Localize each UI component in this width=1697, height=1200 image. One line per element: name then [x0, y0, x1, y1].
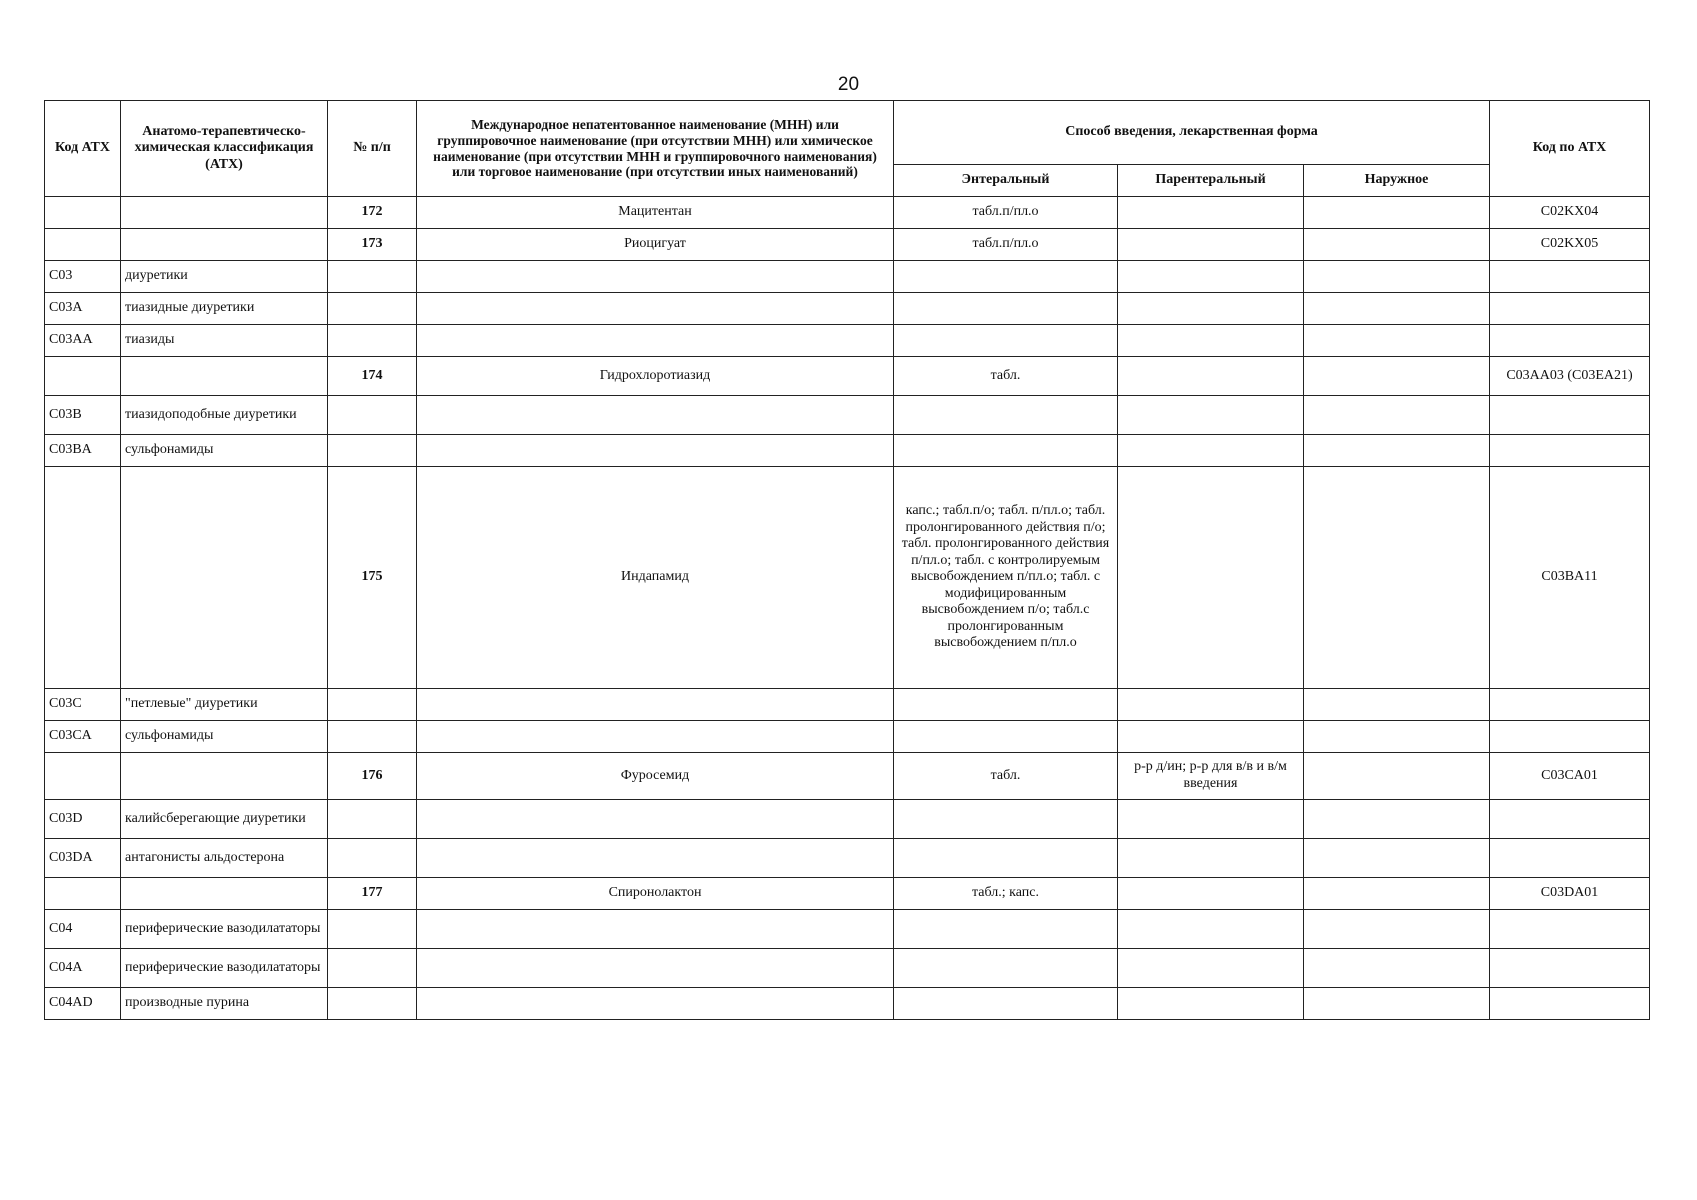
classification-cell: периферические вазодилататоры	[121, 910, 328, 949]
classification-cell: тиазидоподобные диуретики	[121, 396, 328, 435]
drug-name: Риоцигуат	[417, 229, 894, 261]
table-row	[45, 988, 1650, 1020]
atc-group-code	[45, 229, 121, 261]
row-number	[328, 396, 417, 435]
row-number: 172	[328, 197, 417, 229]
enteral-form: табл.п/пл.о	[894, 197, 1118, 229]
classification-cell: тиазиды	[121, 325, 328, 357]
external-form	[1304, 229, 1490, 261]
parenteral-form	[1118, 261, 1304, 293]
drug-name	[417, 910, 894, 949]
classification-cell: "петлевые" диуретики	[121, 689, 328, 721]
atc-code-cell	[1490, 396, 1650, 435]
atc-group-code: C03DA	[45, 839, 121, 878]
enteral-form	[894, 396, 1118, 435]
drug-name	[417, 689, 894, 721]
table-row	[45, 293, 1650, 325]
external-form	[1304, 261, 1490, 293]
parenteral-form	[1118, 910, 1304, 949]
row-number	[328, 261, 417, 293]
drug-name	[417, 949, 894, 988]
enteral-form: табл.	[894, 753, 1118, 800]
parenteral-form	[1118, 325, 1304, 357]
parenteral-form	[1118, 293, 1304, 325]
external-form	[1304, 949, 1490, 988]
row-number	[328, 910, 417, 949]
row-number	[328, 800, 417, 839]
row-number	[328, 689, 417, 721]
enteral-form	[894, 721, 1118, 753]
table-row	[45, 878, 1650, 910]
table-row	[45, 689, 1650, 721]
drug-name	[417, 721, 894, 753]
row-number: 176	[328, 753, 417, 800]
external-form	[1304, 435, 1490, 467]
row-number: 173	[328, 229, 417, 261]
external-form	[1304, 325, 1490, 357]
atc-code-cell	[1490, 293, 1650, 325]
atc-code-cell: C03BA11	[1490, 467, 1650, 689]
header-atc-code: Код по АТХ	[1490, 101, 1650, 197]
row-number: 174	[328, 357, 417, 396]
enteral-form	[894, 988, 1118, 1020]
drug-name: Спиронолактон	[417, 878, 894, 910]
parenteral-form	[1118, 839, 1304, 878]
row-number	[328, 839, 417, 878]
classification-cell: калийсберегающие диуретики	[121, 800, 328, 839]
table-row	[45, 753, 1650, 800]
external-form	[1304, 878, 1490, 910]
enteral-form: капс.; табл.п/о; табл. п/пл.о; табл. пролонгированного действия п/о; табл. пролонгированного действия п/пл.о; табл. с контролируемым высвобождением п/пл.о; табл. с модифицированным высвобождением п/о; табл.с пролонгированным высвобождением п/пл.о	[894, 467, 1118, 689]
header-enteral: Энтеральный	[894, 165, 1118, 197]
table-row	[45, 721, 1650, 753]
header-route-group: Способ введения, лекарственная форма	[894, 101, 1490, 165]
external-form	[1304, 910, 1490, 949]
atc-group-code: C03A	[45, 293, 121, 325]
enteral-form	[894, 689, 1118, 721]
parenteral-form	[1118, 467, 1304, 689]
external-form	[1304, 396, 1490, 435]
atc-group-code: C03CA	[45, 721, 121, 753]
classification-cell	[121, 197, 328, 229]
enteral-form: табл.п/пл.о	[894, 229, 1118, 261]
classification-cell: периферические вазодилататоры	[121, 949, 328, 988]
enteral-form	[894, 800, 1118, 839]
classification-cell: производные пурина	[121, 988, 328, 1020]
classification-cell: тиазидные диуретики	[121, 293, 328, 325]
atc-code-cell	[1490, 689, 1650, 721]
table-row	[45, 949, 1650, 988]
atc-group-code	[45, 467, 121, 689]
atc-code-cell	[1490, 988, 1650, 1020]
classification-cell: диуретики	[121, 261, 328, 293]
parenteral-form	[1118, 988, 1304, 1020]
atc-code-cell	[1490, 839, 1650, 878]
external-form	[1304, 839, 1490, 878]
header-code: Код АТХ	[45, 101, 121, 197]
row-number: 175	[328, 467, 417, 689]
external-form	[1304, 293, 1490, 325]
drug-name	[417, 293, 894, 325]
atc-code-cell: C03AA03 (C03EA21)	[1490, 357, 1650, 396]
enteral-form	[894, 910, 1118, 949]
external-form	[1304, 467, 1490, 689]
drug-name: Индапамид	[417, 467, 894, 689]
drug-name	[417, 800, 894, 839]
atc-group-code: C03D	[45, 800, 121, 839]
table-row	[45, 325, 1650, 357]
classification-cell: сульфонамиды	[121, 721, 328, 753]
parenteral-form: р-р д/ин; р-р для в/в и в/м введения	[1118, 753, 1304, 800]
atc-code-cell	[1490, 261, 1650, 293]
enteral-form	[894, 325, 1118, 357]
enteral-form	[894, 949, 1118, 988]
atc-group-code	[45, 197, 121, 229]
parenteral-form	[1118, 435, 1304, 467]
header-parenteral: Парентеральный	[1118, 165, 1304, 197]
drug-name: Гидрохлоротиазид	[417, 357, 894, 396]
table-row	[45, 435, 1650, 467]
classification-cell	[121, 753, 328, 800]
header-classification: Анатомо-терапевтическо-химическая классификация (АТХ)	[121, 101, 328, 197]
row-number	[328, 721, 417, 753]
parenteral-form	[1118, 800, 1304, 839]
drug-classification-table	[44, 100, 1650, 1020]
atc-group-code	[45, 357, 121, 396]
table-row	[45, 197, 1650, 229]
parenteral-form	[1118, 689, 1304, 721]
enteral-form	[894, 435, 1118, 467]
table-row	[45, 467, 1650, 689]
parenteral-form	[1118, 396, 1304, 435]
external-form	[1304, 357, 1490, 396]
table-row	[45, 910, 1650, 949]
row-number	[328, 325, 417, 357]
row-number	[328, 988, 417, 1020]
page-number: 20	[837, 74, 860, 95]
drug-name	[417, 839, 894, 878]
header-row	[45, 101, 1650, 165]
row-number	[328, 435, 417, 467]
drug-name: Мацитентан	[417, 197, 894, 229]
atc-code-cell	[1490, 325, 1650, 357]
table-row	[45, 357, 1650, 396]
external-form	[1304, 753, 1490, 800]
atc-group-code	[45, 878, 121, 910]
parenteral-form	[1118, 878, 1304, 910]
drug-name	[417, 396, 894, 435]
parenteral-form	[1118, 197, 1304, 229]
atc-code-cell: C03CA01	[1490, 753, 1650, 800]
classification-cell	[121, 357, 328, 396]
table-row	[45, 800, 1650, 839]
atc-group-code: C03BA	[45, 435, 121, 467]
atc-group-code: C03AA	[45, 325, 121, 357]
parenteral-form	[1118, 721, 1304, 753]
table-row	[45, 839, 1650, 878]
atc-group-code: C04	[45, 910, 121, 949]
enteral-form: табл.; капс.	[894, 878, 1118, 910]
atc-group-code: C03C	[45, 689, 121, 721]
atc-code-cell	[1490, 435, 1650, 467]
table-row	[45, 261, 1650, 293]
drug-name	[417, 261, 894, 293]
enteral-form	[894, 839, 1118, 878]
atc-code-cell: C02KX04	[1490, 197, 1650, 229]
enteral-form: табл.	[894, 357, 1118, 396]
header-external: Наружное	[1304, 165, 1490, 197]
atc-group-code	[45, 753, 121, 800]
drug-name	[417, 325, 894, 357]
parenteral-form	[1118, 229, 1304, 261]
atc-group-code: C03B	[45, 396, 121, 435]
classification-cell	[121, 229, 328, 261]
external-form	[1304, 800, 1490, 839]
external-form	[1304, 721, 1490, 753]
atc-code-cell	[1490, 949, 1650, 988]
table-body	[45, 197, 1650, 1020]
atc-code-cell: C03DA01	[1490, 878, 1650, 910]
parenteral-form	[1118, 949, 1304, 988]
row-number	[328, 293, 417, 325]
drug-name	[417, 435, 894, 467]
header-number: № п/п	[328, 101, 417, 197]
row-number	[328, 949, 417, 988]
row-number: 177	[328, 878, 417, 910]
classification-cell: антагонисты альдостерона	[121, 839, 328, 878]
parenteral-form	[1118, 357, 1304, 396]
external-form	[1304, 689, 1490, 721]
atc-code-cell	[1490, 800, 1650, 839]
external-form	[1304, 988, 1490, 1020]
atc-code-cell	[1490, 721, 1650, 753]
external-form	[1304, 197, 1490, 229]
classification-cell: сульфонамиды	[121, 435, 328, 467]
enteral-form	[894, 261, 1118, 293]
atc-group-code: C04A	[45, 949, 121, 988]
atc-group-code: C04AD	[45, 988, 121, 1020]
table-row	[45, 229, 1650, 261]
classification-cell	[121, 878, 328, 910]
drug-name	[417, 988, 894, 1020]
classification-cell	[121, 467, 328, 689]
atc-code-cell	[1490, 910, 1650, 949]
enteral-form	[894, 293, 1118, 325]
drug-name: Фуросемид	[417, 753, 894, 800]
atc-group-code: C03	[45, 261, 121, 293]
header-name: Международное непатентованное наименование (МНН) или группировочное наименование (при отсутствии МНН) или химическое наименование (при отсутствии МНН и группировочного наименования) или торговое наименование (при отсутствии иных наименований)	[417, 101, 894, 197]
table-row	[45, 396, 1650, 435]
atc-code-cell: C02KX05	[1490, 229, 1650, 261]
